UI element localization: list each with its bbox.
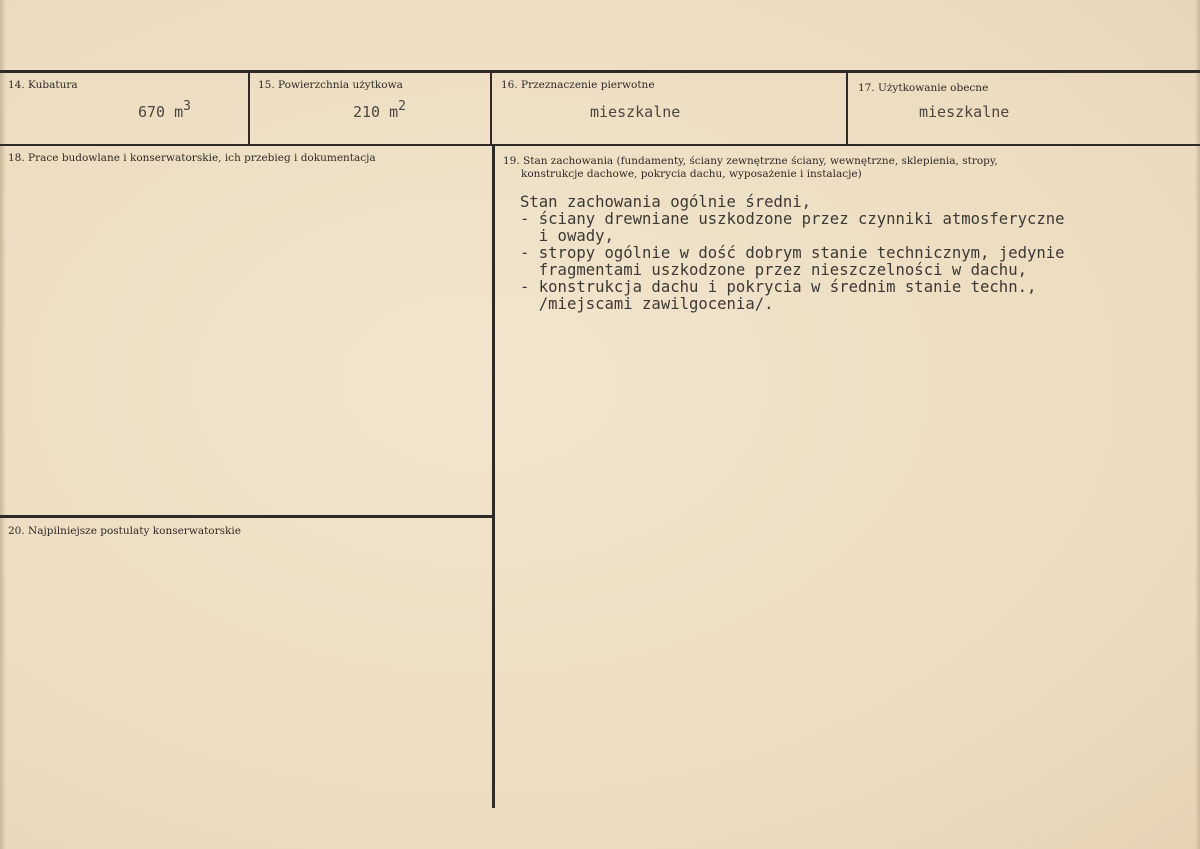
field-15-value [353,99,406,121]
condition-line: fragmentami uszkodzone przez nieszczelności w dachu, [520,261,1027,279]
field-19-label-line-1: 19. Stan zachowania (fundamenty, ściany zewnętrzne ściany, wewnętrzne, sklepienia, stropy, [503,155,998,167]
divider-18-20 [0,515,494,518]
header-row-bottom-rule [0,144,1200,146]
divider-14-15 [248,72,250,146]
top-rule [0,70,1200,73]
field-14-label: 14. Kubatura [8,79,78,91]
field-18-label: 18. Prace budowlane i konserwatorskie, ich przebieg i dokumentacja [8,152,376,164]
divider-16-17 [846,72,848,146]
card-right-edge-shadow [1195,0,1200,849]
field-15-exponent: 2 [398,99,406,114]
field-16-value: mieszkalne [590,103,681,121]
condition-line: - ściany drewniane uszkodzone przez czynniki atmosferyczne [520,210,1065,228]
field-17-value: mieszkalne [919,103,1010,121]
condition-line: Stan zachowania ogólnie średni, [520,193,812,211]
field-15-value-text: 210 m [353,103,399,121]
field-14-exponent: 3 [183,99,191,114]
condition-line: - konstrukcja dachu i pokrycia w średnim stanie techn., [520,278,1037,296]
condition-line: - stropy ogólnie w dość dobrym stanie technicznym, jedynie [520,244,1065,262]
field-17-label: 17. Użytkowanie obecne [858,82,989,94]
field-15-label: 15. Powierzchnia użytkowa [258,79,403,91]
main-vertical-divider [492,145,495,808]
divider-15-16 [490,72,492,146]
condition-line: i owady, [520,227,614,245]
condition-line: /miejscami zawilgocenia/. [520,295,774,313]
field-19-label-line-2: konstrukcje dachowe, pokrycia dachu, wyposażenie i instalacje) [521,168,862,180]
field-14-value [138,99,191,121]
field-20-label: 20. Najpilniejsze postulaty konserwatorskie [8,525,241,537]
field-14-value-text: 670 m [138,103,184,121]
field-16-label: 16. Przeznaczenie pierwotne [501,79,655,91]
card-left-edge-shadow [0,0,6,849]
